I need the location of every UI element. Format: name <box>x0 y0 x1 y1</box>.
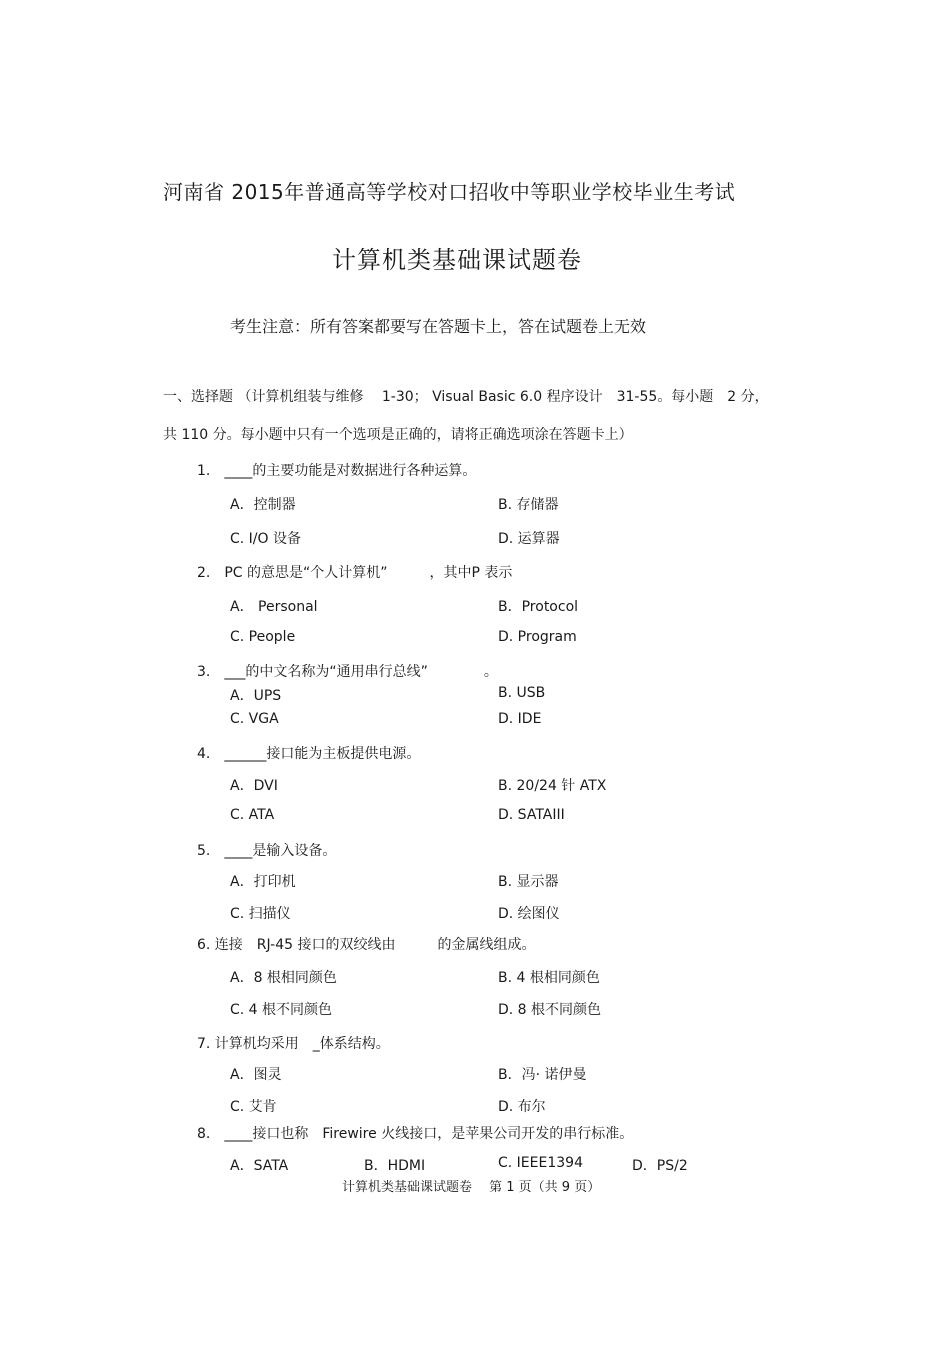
page-footer: 计算机类基础课试题卷 第 1 页（共 9 页） <box>342 1180 601 1195</box>
question-stem: 5. ____是输入设备。 <box>197 843 337 859</box>
section-heading-line2: 共 110 分。每小题中只有一个选项是正确的，请将正确选项涂在答题卡上） <box>163 427 633 443</box>
option-c: C. VGA <box>230 711 279 727</box>
question-stem: 3. ___的中文名称为“通用串行总线” 。 <box>197 664 498 680</box>
option-c: C. IEEE1394 <box>498 1155 583 1171</box>
option-b: B．Protocol <box>498 599 579 615</box>
option-a: A．图灵 <box>230 1067 282 1083</box>
option-d: D. 运算器 <box>498 531 560 547</box>
option-d: D．PS/2 <box>632 1158 688 1174</box>
option-c: C. ATA <box>230 807 275 823</box>
option-d: D. 8 根不同颜色 <box>498 1002 602 1018</box>
option-b: B．冯· 诺伊曼 <box>498 1067 587 1083</box>
option-a: A．控制器 <box>230 497 296 513</box>
question-stem: 2. PC 的意思是“个人计算机” ，其中P 表示 <box>197 565 513 581</box>
exam-subtitle: 计算机类基础课试题卷 <box>332 246 582 274</box>
option-a: A．打印机 <box>230 874 296 890</box>
option-a: A．UPS <box>230 688 282 704</box>
section-heading-line1: 一、选择题 （计算机组装与维修 1-30； Visual Basic 6.0 程序设计 31-55。每小题 2 分， <box>163 389 769 405</box>
option-a: A． Personal <box>230 599 318 615</box>
option-a: A．SATA <box>230 1158 289 1174</box>
option-a: A．8 根相同颜色 <box>230 970 337 986</box>
option-a: A．DVI <box>230 778 278 794</box>
question-stem: 6. 连接 RJ-45 接口的双绞线由 的金属线组成。 <box>197 937 536 953</box>
option-b: B. 存储器 <box>498 497 559 513</box>
question-stem: 8. ____接口也称 Firewire 火线接口，是苹果公司开发的串行标准。 <box>197 1126 634 1142</box>
option-b: B. USB <box>498 685 546 701</box>
option-c: C. I/O 设备 <box>230 531 301 547</box>
option-c: C. 艾肯 <box>230 1099 277 1115</box>
option-b: B. 20/24 针 ATX <box>498 778 607 794</box>
option-d: D. IDE <box>498 711 542 727</box>
question-stem: 1. ____的主要功能是对数据进行各种运算。 <box>197 463 477 479</box>
option-b: B. 4 根相同颜色 <box>498 970 600 986</box>
exam-header-title: 河南省 2015年普通高等学校对口招收中等职业学校毕业生考试 <box>163 180 736 204</box>
option-d: D. 绘图仪 <box>498 906 560 922</box>
question-stem: 4. ______接口能为主板提供电源。 <box>197 746 421 762</box>
option-d: D. Program <box>498 629 577 645</box>
question-stem: 7. 计算机均采用 _体系结构。 <box>197 1036 390 1052</box>
exam-notice: 考生注意：所有答案都要写在答题卡上，答在试题卷上无效 <box>230 317 647 336</box>
option-b: B. 显示器 <box>498 874 559 890</box>
option-c: C. 4 根不同颜色 <box>230 1002 333 1018</box>
option-d: D. SATAIII <box>498 807 565 823</box>
option-b: B．HDMI <box>364 1158 426 1174</box>
option-c: C. 扫描仪 <box>230 906 291 922</box>
option-c: C. People <box>230 629 296 645</box>
option-d: D. 布尔 <box>498 1099 546 1115</box>
